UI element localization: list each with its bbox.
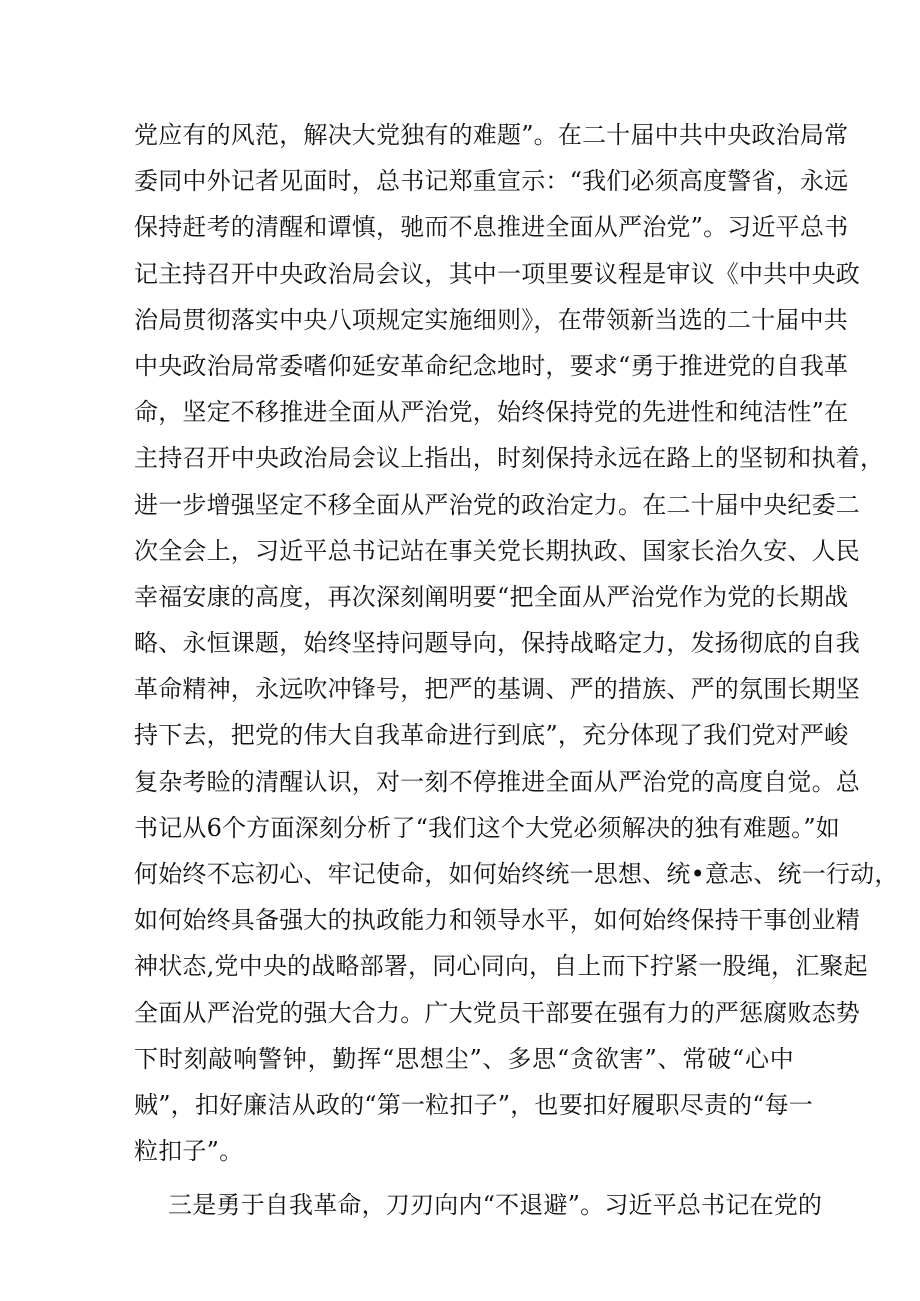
text-line: 粒扣子”。 <box>134 1137 244 1166</box>
text-line: 书记从6个方面深刻分析了“我们这个大党必须解决的独有难题。”如 <box>134 813 841 842</box>
text-line: 贼”，扣好廉洁从政的“第一粒扣子”，也要扣好履职尽责的“每一 <box>134 1090 814 1119</box>
text-line: 保持赶考的清醒和谭慎，驰而不息推进全面从严治党”。习近平总书 <box>134 213 849 242</box>
document-body <box>134 112 899 1229</box>
text-line: 命，坚定不移推进全面从严治党，始终保持党的先进性和纯洁性”在 <box>134 398 849 427</box>
text-line: 神状态,党中央的战略部署，同心同向，自上而下拧紧一股绳，汇聚起 <box>134 952 868 981</box>
text-line: 革命精神，永远吹冲锋号，把严的基调、严的措族、严的氛围长期坚 <box>134 675 860 704</box>
paragraph-2 <box>134 1182 823 1228</box>
paragraph-gap <box>134 1174 794 1182</box>
text-line: 三是勇于自我革命，刀刃向内“不退避”。习近平总书记在党的 <box>168 1191 823 1220</box>
text-line: 略、永恒课题，始终坚持问题导向，保持战略定力，发扬彻底的自我 <box>134 629 860 658</box>
text-line: 治局贯彻落实中央八项规定实施细则》，在带领新当选的二十届中共 <box>134 305 848 334</box>
text-line: 全面从严治党的强大合力。广大党员干部要在强有力的严惩腐败态势 <box>134 998 860 1027</box>
paragraph-1 <box>134 112 899 1174</box>
text-line: 何始终不忘初心、牢记使命，如何始终统一思想、统•意志、统一行动， <box>134 860 899 888</box>
text-line: 委同中外记者见面时，总书记郑重宣示：“我们必须高度警省，永远 <box>134 167 849 196</box>
text-line: 次全会上，习近平总书记站在事关党长期执政、国家长治久安、人民 <box>134 536 860 565</box>
text-line: 记主持召开中央政治局会议，其中一项里要议程是审议《中共中央政 <box>134 259 860 288</box>
text-line: 幸福安康的高度，再次深刻阐明要“把全面从严治党作为党的长期战 <box>134 582 849 611</box>
text-line: 复杂考睑的清醒认识，对一刻不停推进全面从严治党的高度自觉。总 <box>134 767 860 796</box>
text-line: 党应有的风范，解决大党独有的难题”。在二十届中共中央政治局常 <box>134 121 849 149</box>
text-line: 下时刻敲响警钟，勤挥“思想尘”、多思“贪欲害”、常破“心中 <box>134 1044 794 1073</box>
text-line: 持下去，把党的伟大自我革命进行到底”，充分体现了我们党对严峻 <box>134 721 849 750</box>
text-line: 如何始终具备强大的执政能力和领导水平，如何始终保持干事创业精 <box>134 906 860 935</box>
text-line: 中央政治局常委嗜仰延安革命纪念地时，要求“勇于推进党的自我革 <box>134 351 849 380</box>
text-line: 进一步增强坚定不移全面从严治党的政治定力。在二十届中央纪委二 <box>134 490 860 519</box>
text-line: 主持召开中央政治局会议上指出，时刻保持永远在路上的坚韧和执着， <box>134 444 885 473</box>
